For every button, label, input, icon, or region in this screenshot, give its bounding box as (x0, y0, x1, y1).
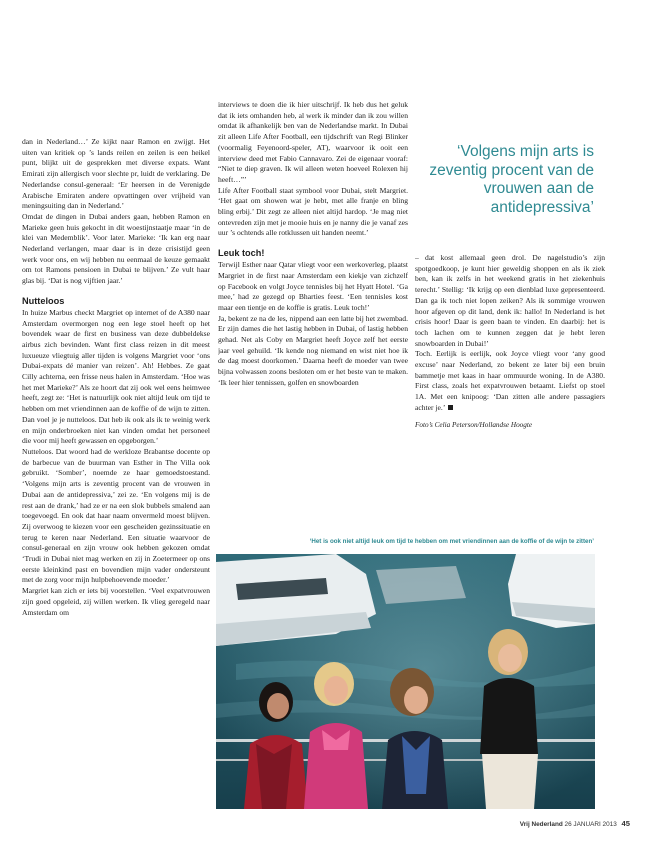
body-paragraph: Terwijl Esther naar Qatar vliegt voor een werkoverleg, plaatst Margriet in de first naar Amsterdam een kiekje van zichzelf op Facebook en volgt Joyce tennisles bij het Hyatt Hotel. ‘Ga mee,’ had ze gezegd op Bharties feest. ‘Een tennisles kost maar een tientje en de koffie is gratis. Leuk toch!’ (218, 260, 408, 312)
final-paragraph-text: Toch. Eerlijk is eerlijk, ook Joyce vliegt voor ‘any good excuse’ naar Nederland, zo bekent ze later bij een bruin bammetje met kaas in haar ommuurde woning. In de A380. First class, zoals het expatvrouwen betaamt. Liefst op stoel 1A. Met een knipoog: ‘Dan zitten alle andere passagiers achter je.’ (415, 349, 605, 412)
body-paragraph: dan in Nederland…’ Ze kijkt naar Ramon en zwijgt. Het uiten van kritiek op ’s lands reilen en zeilen is een heikel punt, blijkt uit de gesprekken met diverse expats. Want Emirati zijn allergisch voor slechte pr, luidt de verklaring. De Nederlandse consul-generaal: ‘Er heersen in de Verenigde Arabische Emiraten andere opvattingen over vrijheid van meningsuiting dan in Nederland.’ (22, 137, 210, 211)
article-column-3 (415, 253, 605, 475)
body-paragraph: interviews te doen die ik hier uitschrijf. Ik heb dus het geluk dat ik iets omhanden heb, al werk ik minder dan ik zou willen omdat ik afhankelijk ben van de Nederlandse markt. In Dubai zit alleen Life After Football, een tijdschrift van Regi Blinker (voormalig Feyenoord-speler, AT), waarvoor ik ooit een interview deed met Fabio Cannavaro. Zei de eigenaar vooraf: “Niet te diep graven. Ik wil alleen weten hoeveel Rolexen hij heeft…”’ (218, 100, 408, 184)
photo-credit: Foto’s Celia Peterson/Hollandse Hoogte (415, 420, 533, 429)
body-paragraph: In huize Marbus checkt Margriet op internet of de A380 naar Amsterdam overmorgen nog een lege stoel heeft op het bovendek waar de first en business van deze dubbeldekse airbus zich bevinden. Want first class reizen in dit meest luxueuze vliegtuig aller tijden is volgens Margriet voor ‘ons Dubai-expats dé manier van reizen’. Ah! Hebbes. Ze gaat Cilly achterna, een frisse neus halen in Amsterdam. ‘Hoe was het met Marieke?’ Als ze hoort dat zij ook wel eens heimwee heeft, zegt ze: ‘Het is natuurlijk ook niet altijd leuk om tijd te hebben om met vriendinnen aan de koffie of de wijn te zitten. Dan voel je je nutteloos. Dat heb ik ook als ik te weinig werk en mijn onderbroeken niet kan vinden omdat het personeel die voor mij heeft gewassen en opgeborgen.’ (22, 307, 210, 446)
body-paragraph: Life After Football staat symbool voor Dubai, stelt Margriet. ‘Het gaat om showen wat je hebt, met alle franje en bling bling erbij.’ Dit zegt ze alleen niet altijd hardop. ‘Je mag niet ontevreden zijn met je mooie huis en je nanny die je vanaf zes uur ’s ochtends alle rotklussen uit handen neemt.’ (218, 185, 408, 238)
page-footer (440, 819, 630, 828)
body-paragraph: Margriet kan zich er iets bij voorstellen. ‘Veel expatvrouwen zijn goed opgeleid, zij willen werken. Ik vlieg geregeld naar Amsterdam om (22, 586, 210, 617)
section-heading-leuk-toch: Leuk toch! (218, 248, 265, 259)
end-of-article-square-icon (448, 405, 453, 410)
issue-date: 26 JANUARI 2013 (564, 821, 617, 828)
publication-name: Vrij Nederland (519, 821, 563, 828)
body-paragraph: – dat kost allemaal geen drol. De nagelstudio’s zijn spotgoedkoop, je kunt hier geweldig shoppen en als ik ziek ben, kan ik zelfs in het weekend gratis in het ziekenhuis terecht.’ Stellig: ‘Ik krijg op een dienblad luxe gepresenteerd. Dan ga ik toch niet lopen zeiken? Als ik sommige vrouwen hoor afgeven op dit land, denk ik: hallo! In Nederland is het crisis hoor! Daar is geen baan te vinden. En daarbij: het is toch lachen om te kunnen zeggen dat je hebt leren snowboarden in Dubai!’ (415, 253, 605, 348)
article-column-1 (22, 137, 210, 845)
photo-women-at-marina (216, 554, 595, 809)
body-paragraph: Nutteloos. Dat woord had de werkloze Brabantse docente op de barbecue van de buurman van Esther in The Villa ook gebruikt. ‘Somber’, noemde ze haar gemoedstoestand. ‘Volgens mijn arts is zeventig procent van de vrouwen in Dubai aan de antidepressiva,’ zei ze. ‘En volgens mij is de rest aan de drank,’ had ze er na een slok bubbels smalend aan toegevoegd. En ook dat haar naam onvermeld moest blijven. Zij overwoog te kiezen voor een gescheiden gezinssituatie en terug te keren naar Nederland. Een situatie waarvoor de consul-generaal en zijn vrouw ook hebben gekozen omdat ‘Trudi in Dubai niet mag werken en zij in Zoetermeer op ons eerste kleinkind past en bovendien mijn vader ondersteunt met de zorg voor mijn hulpbehoevende moeder.’ (22, 446, 210, 585)
marina-photo-illustration (216, 554, 595, 809)
body-paragraph: Omdat de dingen in Dubai anders gaan, hebben Ramon en Marieke geen huis gekocht in dit woestijnstaatje maar ‘in de klei van Medemblik’. Voor later. Marieke: ‘Ik kan erg naar Nederland verlangen, maar daar is in deze crisistijd geen werk voor ons, en wij hebben nu eenmaal de keuze gemaakt om tot Ramons pensioen in Dubai te blijven.’ Ze vult haar glas bij. ‘Dat is nog vijftien jaar.’ (22, 211, 210, 286)
body-paragraph: Ja, bekent ze na de les, nippend aan een latte bij het zwembad. Er zijn dames die het lastig hebben in Dubai, of lastig hebben gehad. Net als Coby en Margriet heeft Joyce zelf het eerste jaar veel gehuild. ‘Ik kende nog niemand en wist niet hoe ik de dag moest doorkomen.’ Daarna heeft de moeder van twee bijna volwassen zoons besloten om er het beste van te maken. ‘Ik leer hier tennissen, golfen en snowboarden (218, 313, 408, 387)
page-number: 45 (621, 819, 630, 828)
pull-quote: ‘Volgens mijn arts is zeventig procent van de vrouwen aan de antidepressiva’ (429, 143, 594, 216)
body-paragraph-final (415, 349, 605, 413)
photo-caption: ‘Het is ook niet altijd leuk om tijd te hebben om met vriendinnen aan de koffie of de wijn te zitten’ (309, 538, 594, 545)
section-heading-nutteloos: Nutteloos (22, 295, 65, 306)
article-column-2 (218, 100, 408, 555)
